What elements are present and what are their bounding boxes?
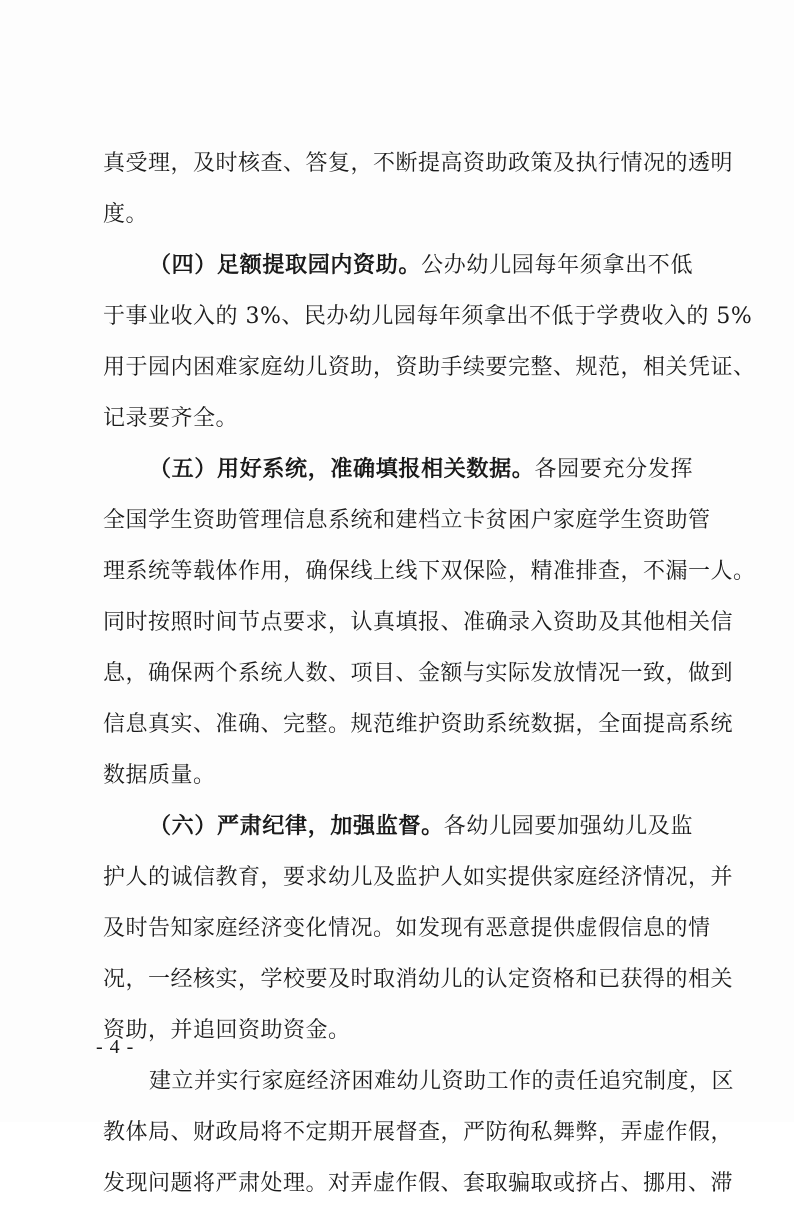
text-line: 建立并实行家庭经济困难幼儿资助工作的责任追究制度，区 xyxy=(149,1069,735,1094)
text-line: 全国学生资助管理信息系统和建档立卡贫困户家庭学生资助管 xyxy=(103,508,711,533)
section-heading-line xyxy=(103,240,693,291)
text-line: 用于园内困难家庭幼儿资助，资助手续要完整、规范，相关凭证、 xyxy=(103,355,756,380)
section-heading-4: （四）足额提取园内资助。 xyxy=(149,253,422,278)
section-heading-6: （六）严肃纪律，加强监督。 xyxy=(149,814,444,839)
text-span: 各幼儿园要加强幼儿及监 xyxy=(443,814,693,839)
text-line: 真受理，及时核查、答复，不断提高资助政策及执行情况的透明 xyxy=(103,151,734,176)
text-line: 记录要齐全。 xyxy=(103,406,239,431)
text-line: 教体局、财政局将不定期开展督查，严防徇私舞弊，弄虚作假， xyxy=(103,1120,734,1145)
text-line: 度。 xyxy=(103,202,149,227)
text-line: 于事业收入的 3%、民办幼儿园每年须拿出不低于学费收入的 5% xyxy=(103,304,753,329)
text-span: 公办幼儿园每年须拿出不低 xyxy=(421,253,693,278)
text-line: 及时告知家庭经济变化情况。如发现有恶意提供虚假信息的情 xyxy=(103,916,711,941)
text-line: 护人的诚信教育，要求幼儿及监护人如实提供家庭经济情况，并 xyxy=(103,865,734,890)
text-line: 数据质量。 xyxy=(103,763,216,788)
section-heading-5: （五）用好系统，准确填报相关数据。 xyxy=(149,457,535,482)
text-line: 况，一经核实，学校要及时取消幼儿的认定资格和已获得的相关 xyxy=(103,967,734,992)
section-heading-line xyxy=(103,444,693,495)
text-line: 信息真实、准确、完整。规范维护资助系统数据，全面提高系统 xyxy=(103,712,734,737)
text-line: 理系统等载体作用，确保线上线下双保险，精准排查，不漏一人。 xyxy=(103,559,756,584)
text-span: 各园要充分发挥 xyxy=(534,457,693,482)
text-line: 资助，并追回资助资金。 xyxy=(103,1018,351,1043)
document-body xyxy=(103,138,756,1209)
page-number: - 4 - xyxy=(96,1036,135,1058)
text-line: 息，确保两个系统人数、项目、金额与实际发放情况一致，做到 xyxy=(103,661,734,686)
text-line: 发现问题将严肃处理。对弄虚作假、套取骗取或挤占、挪用、滞 xyxy=(103,1171,734,1196)
text-line: 同时按照时间节点要求，认真填报、准确录入资助及其他相关信 xyxy=(103,610,734,635)
section-heading-line xyxy=(103,801,693,852)
